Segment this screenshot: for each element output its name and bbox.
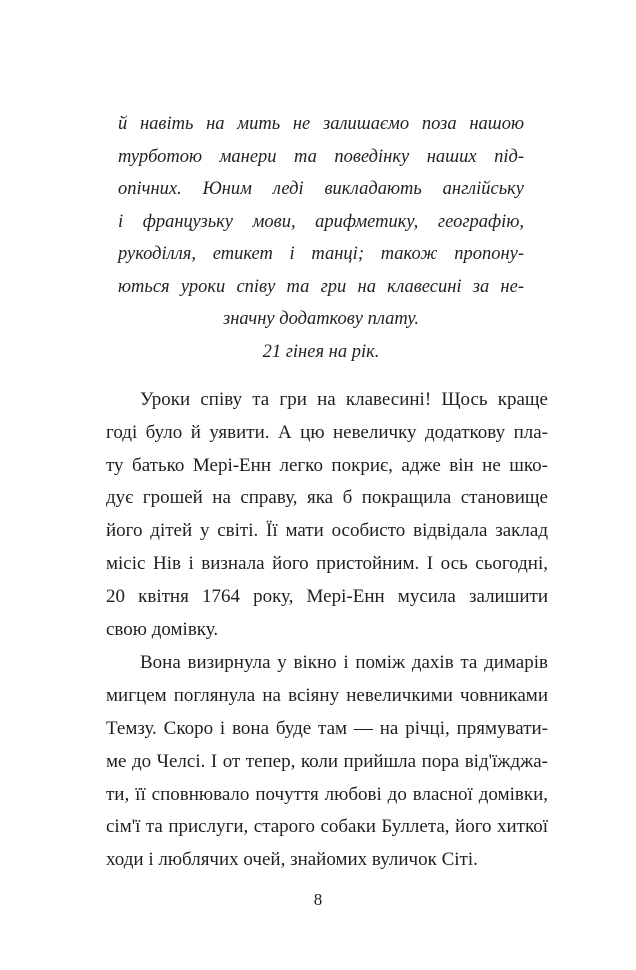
quote-line: значну додаткову плату. <box>222 309 419 329</box>
quote-line: й навіть на мить не залишаємо поза нашою <box>118 114 524 134</box>
text-line: Темзу. Скоро і вона буде там — на річці, прямувати- <box>106 717 548 739</box>
text-line: ходи і люблячих очей, знайомих вуличок Сіті. <box>106 849 478 871</box>
text-line: його дітей у світі. Її мати особисто відвідала заклад <box>106 520 548 542</box>
text-line: Уроки співу та гри на клавесині! Щось краще <box>140 389 548 410</box>
quote-line: рукоділля, етикет і танці; також пропону- <box>118 244 524 264</box>
quote-line: і французьку мови, арифметику, географію, <box>118 211 524 232</box>
quote-line: опічних. Юним леді викладають англійську <box>118 179 524 199</box>
text-line: мигцем поглянула на всіяну невеличкими човниками <box>106 685 548 707</box>
advertisement-quote <box>118 108 524 368</box>
text-line: Вона визирнула у вікно і поміж дахів та димарів <box>140 652 548 674</box>
text-line: годі було й уявити. А цю невеличку додаткову пла- <box>106 421 548 443</box>
text-line: свою домівку. <box>106 618 219 640</box>
paragraph-2 <box>106 647 548 877</box>
text-line: ти, її сповнювало почуття любові до власної домівки, <box>106 783 548 805</box>
text-line: дує грошей на справу, яка б покращила становище <box>106 487 548 509</box>
text-line: ме до Челсі. І от тепер, коли прийшла пора від'їжджа- <box>106 750 548 772</box>
page-number: 8 <box>313 890 323 909</box>
text-line: ту батько Мері-Енн легко покриє, адже він не шко- <box>106 454 548 476</box>
quote-line: ються уроки співу та гри на клавесині за не- <box>118 276 524 297</box>
text-line: місіс Нів і визнала його пристойним. І ось сьогодні, <box>106 552 548 574</box>
quote-price: 21 гінея на рік. <box>262 341 380 362</box>
quote-line: турботою манери та поведінку наших під- <box>118 146 524 167</box>
paragraph-1 <box>106 384 548 646</box>
text-line: 20 квітня 1764 року, Мері-Енн мусила залишити <box>106 585 548 607</box>
body-text <box>106 384 548 878</box>
text-line: сім'ї та прислуги, старого собаки Буллета, його хиткої <box>106 816 548 838</box>
